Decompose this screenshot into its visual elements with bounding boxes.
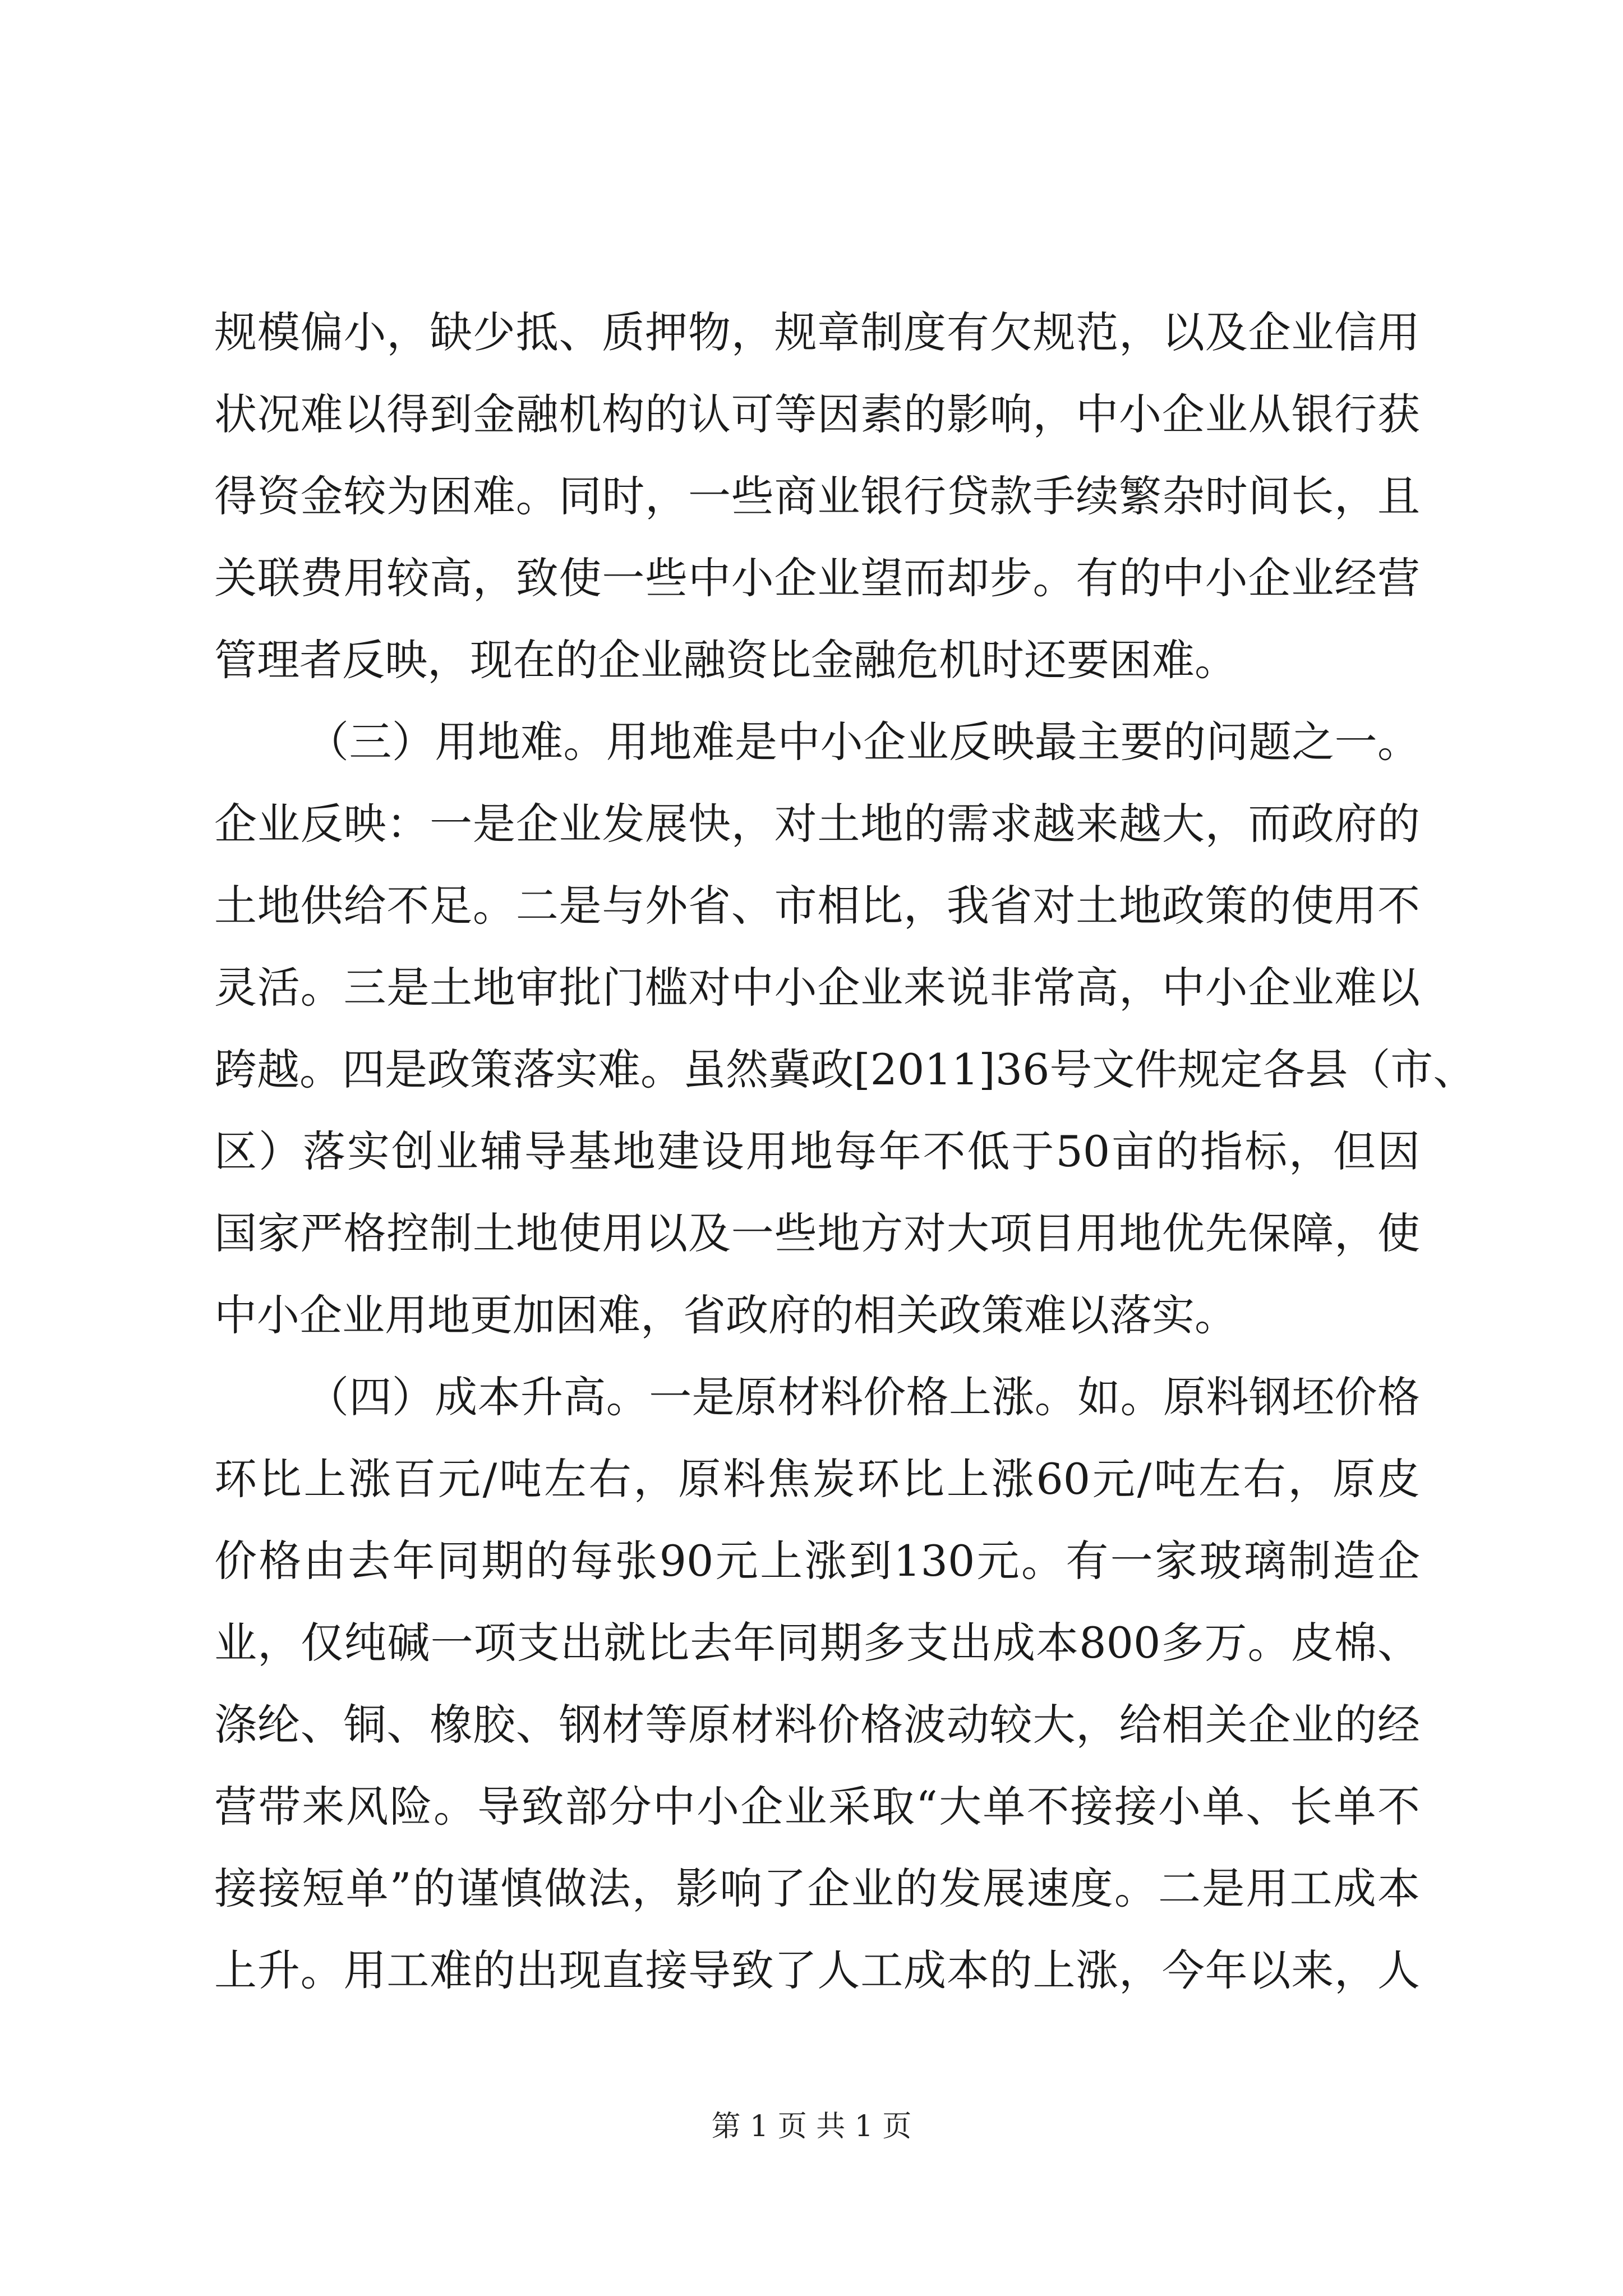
text-line: 区）落实创业辅导基地建设用地每年不低于50亩的指标，但因 (214, 1126, 1420, 1176)
text-line: 规模偏小，缺少抵、质押物，规章制度有欠规范，以及企业信用 (214, 307, 1420, 357)
text-line: 价格由去年同期的每张90元上涨到130元。有一家玻璃制造企 (214, 1536, 1420, 1586)
text-line: （四）成本升高。一是原材料价格上涨。如。原料钢坯价格 (306, 1372, 1420, 1422)
text-line: 管理者反映，现在的企业融资比金融危机时还要困难。 (214, 635, 1237, 685)
text-line: 环比上涨百元/吨左右，原料焦炭环比上涨60元/吨左右，原皮 (214, 1454, 1420, 1504)
text-line: 灵活。三是土地审批门槛对中小企业来说非常高，中小企业难以 (214, 963, 1420, 1013)
text-line: 业，仅纯碱一项支出就比去年同期多支出成本800多万。皮棉、 (214, 1618, 1420, 1668)
text-line: 涤纶、铜、橡胶、钢材等原材料价格波动较大，给相关企业的经 (214, 1700, 1420, 1750)
text-line: （三）用地难。用地难是中小企业反映最主要的问题之一。 (306, 717, 1420, 767)
document-body (214, 292, 1476, 2012)
text-line: 跨越。四是政策落实难。虽然冀政[2011]36号文件规定各县（市、 (214, 1045, 1476, 1094)
text-line: 上升。用工难的出现直接导致了人工成本的上涨，今年以来，人 (214, 1945, 1420, 1995)
text-line: 营带来风险。导致部分中小企业采取“大单不接接小单、长单不 (214, 1782, 1420, 1832)
text-line: 关联费用较高，致使一些中小企业望而却步。有的中小企业经营 (214, 553, 1420, 603)
text-line: 得资金较为困难。同时，一些商业银行贷款手续繁杂时间长，且 (214, 471, 1420, 521)
text-line: 国家严格控制土地使用以及一些地方对大项目用地优先保障，使 (214, 1208, 1420, 1258)
text-line: 接接短单”的谨慎做法，影响了企业的发展速度。二是用工成本 (214, 1864, 1420, 1913)
text-line: 中小企业用地更加困难，省政府的相关政策难以落实。 (214, 1290, 1237, 1340)
text-line: 状况难以得到金融机构的认可等因素的影响，中小企业从银行获 (214, 389, 1420, 439)
page-footer: 第 1 页 共 1 页 (711, 2110, 912, 2143)
text-line: 企业反映：一是企业发展快，对土地的需求越来越大，而政府的 (214, 799, 1420, 849)
text-line: 土地供给不足。二是与外省、市相比，我省对土地政策的使用不 (214, 881, 1420, 931)
